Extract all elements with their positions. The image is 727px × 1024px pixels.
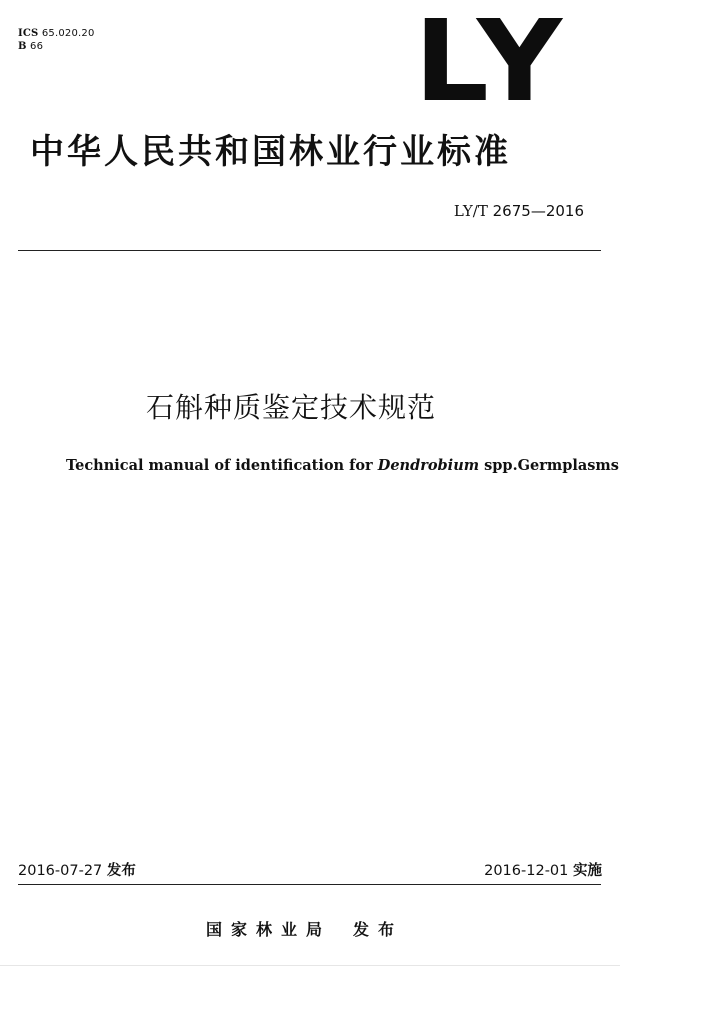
issuing-organization: 国家林业局 bbox=[206, 920, 332, 939]
standard-number-prefix: LY/T bbox=[453, 202, 488, 220]
implementation-date-verb: 实施 bbox=[573, 863, 602, 879]
ly-logo: LY bbox=[414, 0, 569, 127]
bottom-divider bbox=[18, 884, 601, 885]
ccs-code bbox=[18, 40, 95, 53]
implementation-date-value: 2016-12-01 bbox=[484, 863, 569, 879]
top-divider bbox=[18, 250, 601, 251]
title-en-part-2: spp.Germplasms bbox=[479, 457, 619, 474]
ics-label: ICS bbox=[18, 28, 39, 39]
classification-codes bbox=[18, 27, 95, 53]
title-en-genus: Dendrobium bbox=[377, 457, 480, 474]
issuing-verb: 发布 bbox=[353, 920, 404, 939]
standard-category-title: 中华人民共和国林业行业标准 bbox=[30, 132, 511, 172]
ics-code bbox=[18, 27, 95, 40]
issue-date-verb: 发布 bbox=[106, 863, 136, 879]
ics-value: 65.020.20 bbox=[41, 28, 95, 39]
issue-date-value: 2016-07-27 bbox=[18, 863, 103, 879]
standard-number-value: 2675—2016 bbox=[492, 202, 584, 220]
page-edge-line bbox=[0, 965, 620, 966]
implementation-date bbox=[484, 861, 602, 881]
issuing-authority bbox=[206, 918, 403, 942]
standard-number bbox=[454, 201, 584, 221]
ccs-value: 66 bbox=[30, 41, 44, 52]
document-title-cn: 石斛种质鉴定技术规范 bbox=[146, 391, 437, 424]
document-title-en bbox=[66, 456, 619, 476]
title-en-part-1: Technical manual of identification for bbox=[66, 457, 378, 474]
ccs-label: B bbox=[18, 41, 27, 52]
issue-date bbox=[18, 861, 136, 881]
